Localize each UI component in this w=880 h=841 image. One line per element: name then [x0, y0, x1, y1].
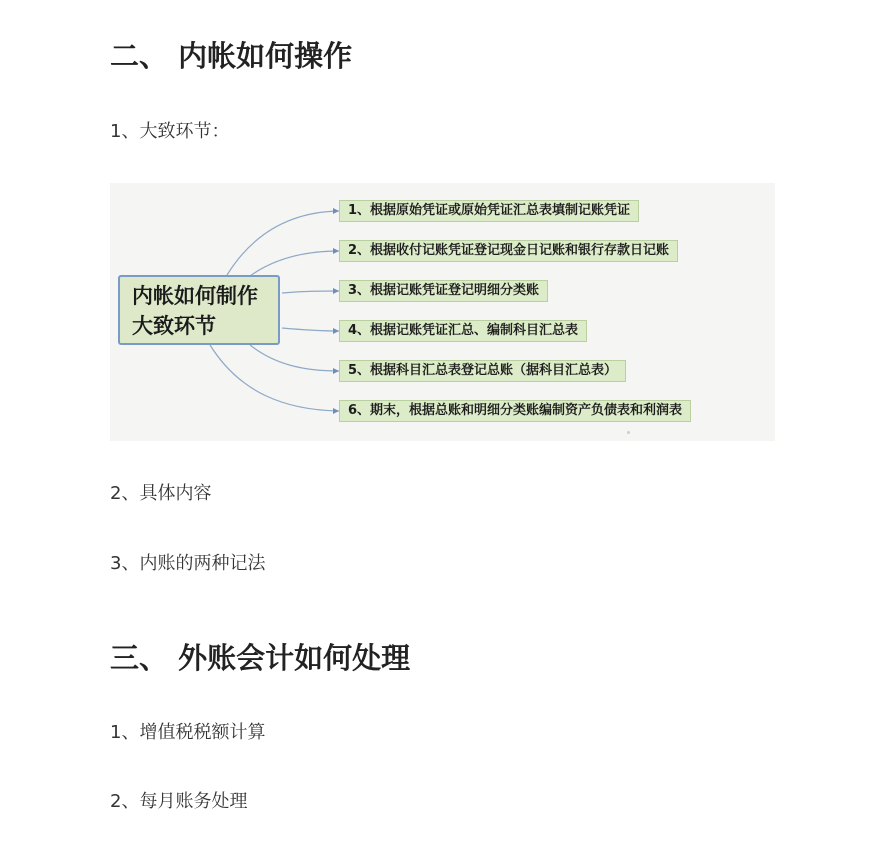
connector-2 [250, 251, 339, 276]
branch-step-1: 1、根据原始凭证或原始凭证汇总表填制记账凭证 [339, 200, 639, 222]
list-item-monthly-processing: 2、每月账务处理 [110, 791, 248, 812]
connector-4 [282, 328, 339, 331]
branch-step-5: 5、根据科目汇总表登记总账（据科目汇总表） [339, 360, 626, 382]
list-item-vat-calculation: 1、增值税税额计算 [110, 722, 266, 743]
branch-step-2: 2、根据收付记账凭证登记现金日记账和银行存款日记账 [339, 240, 678, 262]
branch-step-4: 4、根据记账凭证汇总、编制科目汇总表 [339, 320, 587, 342]
connector-5 [250, 345, 339, 371]
connector-3 [282, 291, 339, 293]
section-heading-internal-accounts: 二、 内帐如何操作 [110, 39, 353, 73]
mind-map-diagram [110, 183, 775, 441]
connector-1 [227, 211, 339, 275]
root-title-line2: 大致环节 [132, 314, 216, 338]
root-title-line1: 内帐如何制作 [132, 284, 258, 308]
watermark-dot [627, 431, 630, 434]
list-item-specific-content: 2、具体内容 [110, 483, 212, 504]
connector-6 [210, 345, 339, 411]
branch-step-3: 3、根据记账凭证登记明细分类账 [339, 280, 548, 302]
mind-map-root [118, 275, 280, 345]
section-heading-external-accounts: 三、 外账会计如何处理 [110, 641, 411, 675]
list-item-two-methods: 3、内账的两种记法 [110, 553, 266, 574]
list-item-general-steps: 1、大致环节： [110, 121, 230, 142]
branch-step-6: 6、期末，根据总账和明细分类账编制资产负债表和利润表 [339, 400, 691, 422]
